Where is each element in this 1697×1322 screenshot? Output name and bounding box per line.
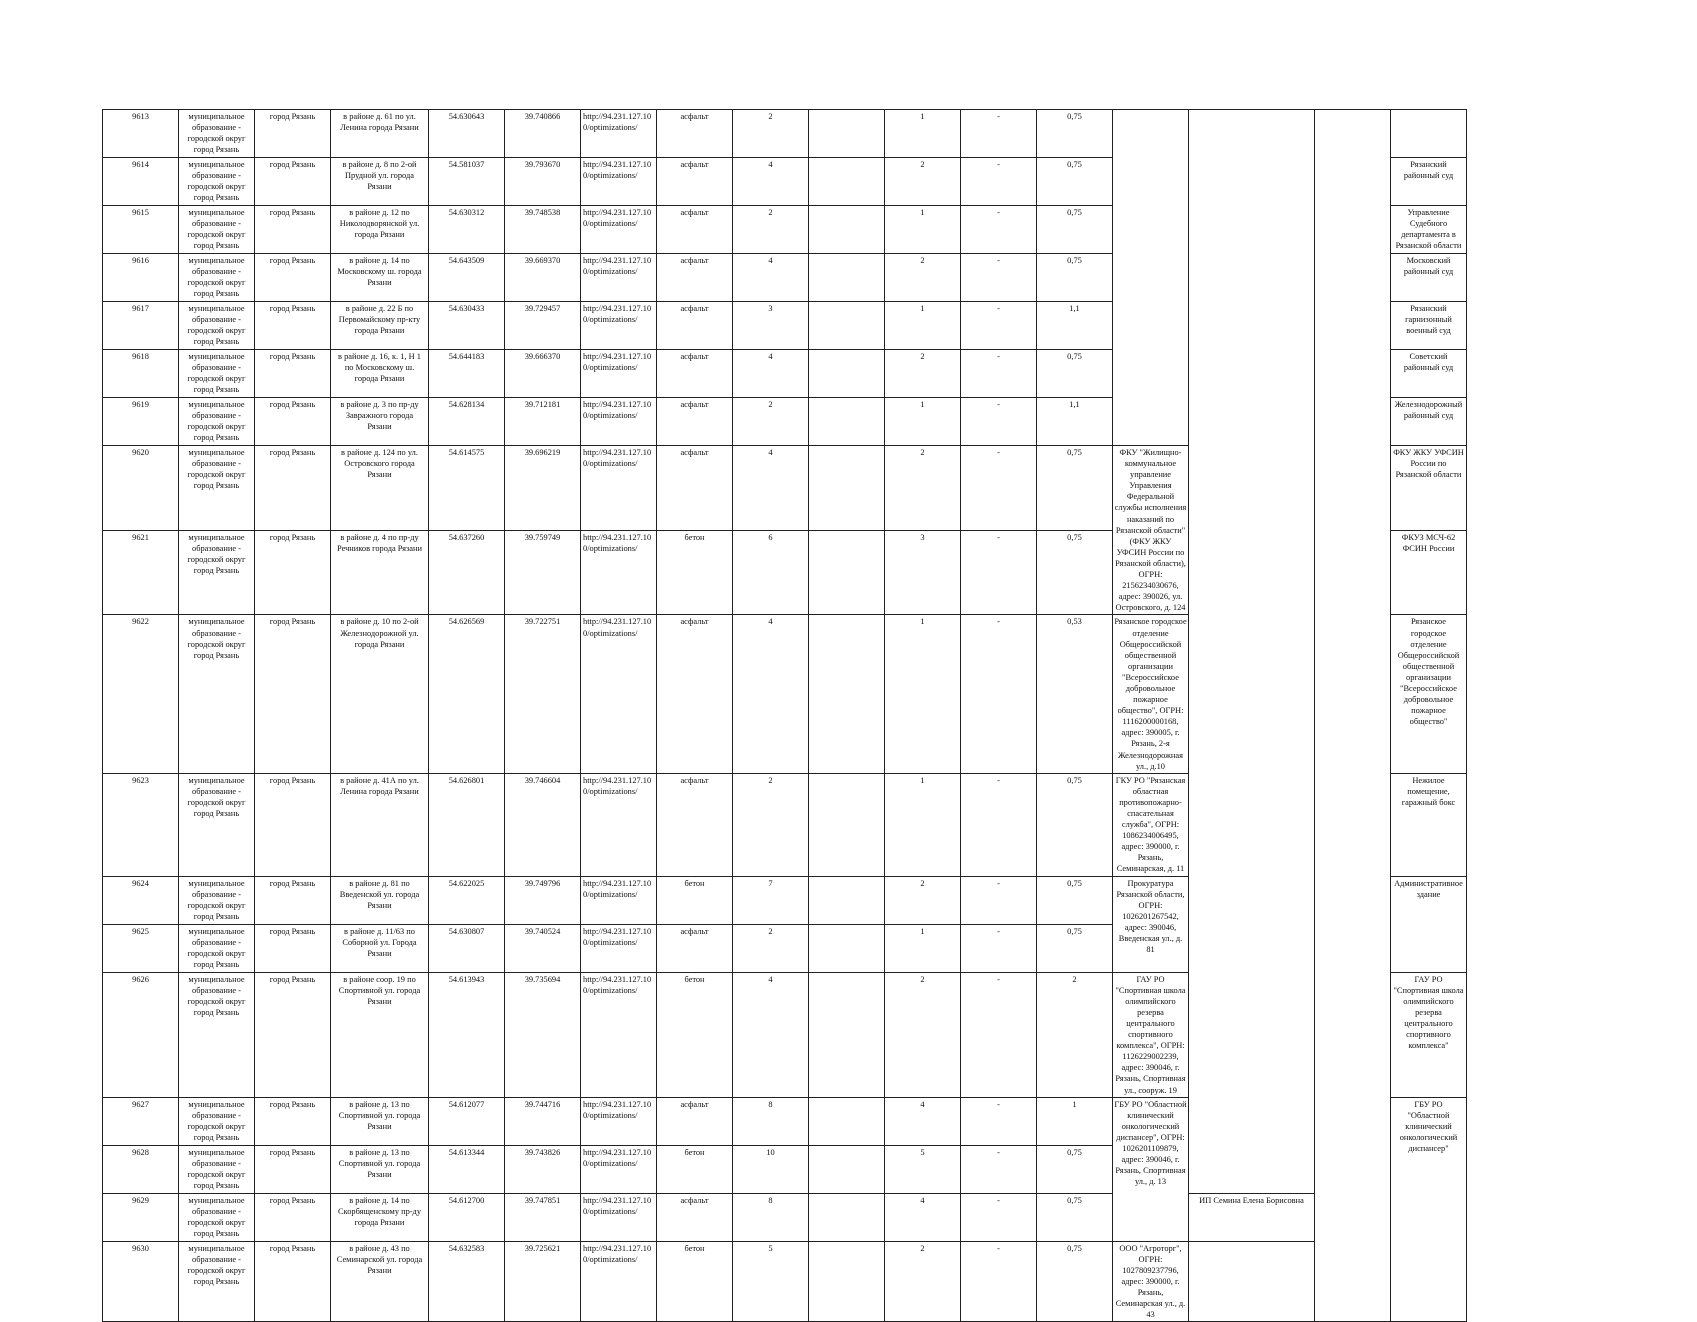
- capacity-cell: 0,75: [1037, 350, 1113, 398]
- capacity-cell: 0,53: [1037, 615, 1113, 773]
- container-count-cell: 2: [885, 876, 961, 924]
- municipality-cell: муниципальное образование - городской округ город Рязань: [179, 254, 255, 302]
- owner-cell: Рязанское городское отделение Общероссийской общественной организации "Всероссийское добровольное пожарное общество", ОГРН: 1116200000168, адрес: 390005, г. Рязань, 2-я Железнодорожная ул., д.10: [1113, 615, 1189, 773]
- surface-cell: асфальт: [657, 398, 733, 446]
- area-cell: 8: [733, 1193, 809, 1241]
- longitude-cell: 39.743826: [505, 1145, 581, 1193]
- address-cell: в районе д. 10 по 2-ой Железнодорожной ул. города Рязани: [331, 615, 429, 773]
- capacity-cell: 1,1: [1037, 302, 1113, 350]
- city-cell: город Рязань: [255, 924, 331, 972]
- city-cell: город Рязань: [255, 254, 331, 302]
- surface-cell: асфальт: [657, 254, 733, 302]
- owner-cell: ГКУ РО "Рязанская областная противопожарно-спасательная служба", ОГРН: 1086234006495, адрес: 390000, г. Рязань, Семинарская, д. 11: [1113, 773, 1189, 876]
- surface-cell: асфальт: [657, 1193, 733, 1241]
- empty-cell: [809, 876, 885, 924]
- area-cell: 10: [733, 1145, 809, 1193]
- longitude-cell: 39.748538: [505, 206, 581, 254]
- address-cell: в районе д. 12 по Николодворянской ул. города Рязани: [331, 206, 429, 254]
- city-cell: город Рязань: [255, 350, 331, 398]
- surface-cell: бетон: [657, 1145, 733, 1193]
- latitude-cell: 54.643509: [429, 254, 505, 302]
- municipality-cell: муниципальное образование - городской округ город Рязань: [179, 350, 255, 398]
- longitude-cell: 39.759749: [505, 530, 581, 615]
- individual-entrepreneur-cell: ИП Семина Елена Борисовна: [1189, 1193, 1315, 1241]
- volume-cell: -: [961, 972, 1037, 1097]
- registry-table: [102, 109, 1571, 1322]
- map-link[interactable]: http://94.231.127.100/optimizations/: [581, 773, 657, 876]
- empty-cell: [809, 1097, 885, 1145]
- surface-cell: асфальт: [657, 350, 733, 398]
- city-cell: город Рязань: [255, 773, 331, 876]
- latitude-cell: 54.630807: [429, 924, 505, 972]
- source-object-cell: Рязанский районный суд: [1391, 158, 1467, 206]
- empty-cell: [809, 773, 885, 876]
- row-number: 9617: [103, 302, 179, 350]
- source-object-cell: Рязанское городское отделение Общероссийской общественной организации "Всероссийское добровольное пожарное общество": [1391, 615, 1467, 773]
- capacity-cell: 1: [1037, 1097, 1113, 1145]
- longitude-cell: 39.747851: [505, 1193, 581, 1241]
- empty-cell: [809, 1145, 885, 1193]
- container-count-cell: 4: [885, 1097, 961, 1145]
- volume-cell: -: [961, 302, 1037, 350]
- container-count-cell: 4: [885, 1193, 961, 1241]
- source-object-cell: Советский районный суд: [1391, 350, 1467, 398]
- longitude-cell: 39.729457: [505, 302, 581, 350]
- empty-cell: [809, 302, 885, 350]
- latitude-cell: 54.632583: [429, 1241, 505, 1322]
- map-link[interactable]: http://94.231.127.100/optimizations/: [581, 924, 657, 972]
- volume-cell: -: [961, 1241, 1037, 1322]
- empty-cell: [809, 1241, 885, 1322]
- city-cell: город Рязань: [255, 972, 331, 1097]
- latitude-cell: 54.614575: [429, 446, 505, 531]
- longitude-cell: 39.712181: [505, 398, 581, 446]
- container-count-cell: 2: [885, 350, 961, 398]
- municipality-cell: муниципальное образование - городской округ город Рязань: [179, 615, 255, 773]
- container-count-cell: 2: [885, 1241, 961, 1322]
- owner-cell: ГБУ РО "Областной клинический онкологический диспансер", ОГРН: 1026201109879, адрес: 390046, г. Рязань, Спортивная ул., д. 13: [1113, 1097, 1189, 1241]
- surface-cell: асфальт: [657, 110, 733, 158]
- surface-cell: асфальт: [657, 302, 733, 350]
- area-cell: 6: [733, 530, 809, 615]
- address-cell: в районе д. 8 по 2-ой Прудной ул. города Рязани: [331, 158, 429, 206]
- latitude-cell: 54.612700: [429, 1193, 505, 1241]
- municipality-cell: муниципальное образование - городской округ город Рязань: [179, 972, 255, 1097]
- row-number: 9629: [103, 1193, 179, 1241]
- area-cell: 5: [733, 1241, 809, 1322]
- latitude-cell: 54.626569: [429, 615, 505, 773]
- empty-cell: [809, 1193, 885, 1241]
- row-number: 9621: [103, 530, 179, 615]
- container-count-cell: 2: [885, 446, 961, 531]
- volume-cell: -: [961, 446, 1037, 531]
- address-cell: в районе д. 14 по Скорбященскому пр-ду города Рязани: [331, 1193, 429, 1241]
- row-number: 9619: [103, 398, 179, 446]
- surface-cell: асфальт: [657, 1097, 733, 1145]
- municipality-cell: муниципальное образование - городской округ город Рязань: [179, 206, 255, 254]
- owner-cell: ООО "Агроторг", ОГРН: 1027809237796, адрес: 390000, г. Рязань, Семинарская ул., д. 43: [1113, 1241, 1189, 1322]
- capacity-cell: 0,75: [1037, 1145, 1113, 1193]
- address-cell: в районе д. 22 Б по Первомайскому пр-кту города Рязани: [331, 302, 429, 350]
- latitude-cell: 54.644183: [429, 350, 505, 398]
- row-number: 9624: [103, 876, 179, 924]
- city-cell: город Рязань: [255, 1097, 331, 1145]
- latitude-cell: 54.612077: [429, 1097, 505, 1145]
- address-cell: в районе д. 4 по пр-ду Речников города Рязани: [331, 530, 429, 615]
- map-link[interactable]: http://94.231.127.100/optimizations/: [581, 110, 657, 158]
- longitude-cell: 39.735694: [505, 972, 581, 1097]
- capacity-cell: 0,75: [1037, 158, 1113, 206]
- address-cell: в районе д. 16, к. 1, Н 1 по Московскому ш. города Рязани: [331, 350, 429, 398]
- municipality-cell: муниципальное образование - городской округ город Рязань: [179, 110, 255, 158]
- container-count-cell: 3: [885, 530, 961, 615]
- city-cell: город Рязань: [255, 206, 331, 254]
- container-count-cell: 2: [885, 254, 961, 302]
- area-cell: 4: [733, 446, 809, 531]
- capacity-cell: 0,75: [1037, 446, 1113, 531]
- map-link[interactable]: http://94.231.127.100/optimizations/: [581, 158, 657, 206]
- city-cell: город Рязань: [255, 398, 331, 446]
- surface-cell: асфальт: [657, 446, 733, 531]
- source-object-cell: Рязанский гарнизонный военный суд: [1391, 302, 1467, 350]
- area-cell: 8: [733, 1097, 809, 1145]
- source-object-cell: ГБУ РО "Областной клинический онкологический диспансер": [1391, 1097, 1467, 1322]
- empty-cell: [809, 350, 885, 398]
- container-count-cell: 1: [885, 773, 961, 876]
- empty-cell: [809, 924, 885, 972]
- row-number: 9622: [103, 615, 179, 773]
- latitude-cell: 54.613943: [429, 972, 505, 1097]
- latitude-cell: 54.630433: [429, 302, 505, 350]
- municipality-cell: муниципальное образование - городской округ город Рязань: [179, 530, 255, 615]
- empty-cell: [809, 446, 885, 531]
- municipality-cell: муниципальное образование - городской округ город Рязань: [179, 398, 255, 446]
- address-cell: в районе д. 43 по Семинарской ул. города Рязани: [331, 1241, 429, 1322]
- latitude-cell: 54.630643: [429, 110, 505, 158]
- longitude-cell: 39.740524: [505, 924, 581, 972]
- latitude-cell: 54.622025: [429, 876, 505, 924]
- volume-cell: -: [961, 158, 1037, 206]
- owner-cell: [1113, 110, 1189, 446]
- source-object-cell: Железнодорожный районный суд: [1391, 398, 1467, 446]
- empty-cell: [809, 254, 885, 302]
- city-cell: город Рязань: [255, 876, 331, 924]
- map-link[interactable]: http://94.231.127.100/optimizations/: [581, 972, 657, 1097]
- capacity-cell: 0,75: [1037, 254, 1113, 302]
- capacity-cell: 0,75: [1037, 206, 1113, 254]
- city-cell: город Рязань: [255, 1241, 331, 1322]
- capacity-cell: 0,75: [1037, 1193, 1113, 1241]
- city-cell: город Рязань: [255, 158, 331, 206]
- longitude-cell: 39.744716: [505, 1097, 581, 1145]
- empty-cell: [809, 206, 885, 254]
- map-link[interactable]: http://94.231.127.100/optimizations/: [581, 446, 657, 531]
- area-cell: 2: [733, 773, 809, 876]
- capacity-cell: 0,75: [1037, 110, 1113, 158]
- map-link[interactable]: http://94.231.127.100/optimizations/: [581, 350, 657, 398]
- row-number: 9627: [103, 1097, 179, 1145]
- municipality-cell: муниципальное образование - городской округ город Рязань: [179, 1145, 255, 1193]
- map-link[interactable]: http://94.231.127.100/optimizations/: [581, 530, 657, 615]
- surface-cell: асфальт: [657, 615, 733, 773]
- surface-cell: асфальт: [657, 773, 733, 876]
- source-object-cell: Административное здание: [1391, 876, 1467, 972]
- volume-cell: -: [961, 350, 1037, 398]
- latitude-cell: 54.613344: [429, 1145, 505, 1193]
- municipality-cell: муниципальное образование - городской округ город Рязань: [179, 446, 255, 531]
- container-count-cell: 1: [885, 924, 961, 972]
- city-cell: город Рязань: [255, 110, 331, 158]
- capacity-cell: 0,75: [1037, 1241, 1113, 1322]
- surface-cell: бетон: [657, 876, 733, 924]
- address-cell: в районе д. 11/63 по Соборной ул. Города Рязани: [331, 924, 429, 972]
- capacity-cell: 0,75: [1037, 924, 1113, 972]
- area-cell: 7: [733, 876, 809, 924]
- container-count-cell: 1: [885, 206, 961, 254]
- latitude-cell: 54.630312: [429, 206, 505, 254]
- longitude-cell: 39.669370: [505, 254, 581, 302]
- source-object-cell: Управление Судебного департамента в Рязанской области: [1391, 206, 1467, 254]
- area-cell: 4: [733, 158, 809, 206]
- row-number: 9628: [103, 1145, 179, 1193]
- municipality-cell: муниципальное образование - городской округ город Рязань: [179, 1241, 255, 1322]
- row-number: 9623: [103, 773, 179, 876]
- latitude-cell: 54.626801: [429, 773, 505, 876]
- area-cell: 2: [733, 398, 809, 446]
- volume-cell: -: [961, 924, 1037, 972]
- latitude-cell: 54.628134: [429, 398, 505, 446]
- volume-cell: -: [961, 206, 1037, 254]
- city-cell: город Рязань: [255, 1193, 331, 1241]
- container-count-cell: 1: [885, 302, 961, 350]
- volume-cell: -: [961, 1097, 1037, 1145]
- map-link[interactable]: http://94.231.127.100/optimizations/: [581, 1193, 657, 1241]
- address-cell: в районе д. 13 по Спортивной ул. города Рязани: [331, 1145, 429, 1193]
- owner-cell: ФКУ "Жилищно-коммунальное управление Управления Федеральной службы исполнения наказаний по Рязанской области" (ФКУ ЖКУ УФСИН России по Рязанской области), ОГРН: 2156234030676, адрес: 390026, ул. Островского, д. 124: [1113, 446, 1189, 615]
- volume-cell: -: [961, 110, 1037, 158]
- area-cell: 2: [733, 924, 809, 972]
- capacity-cell: 0,75: [1037, 773, 1113, 876]
- container-count-cell: 1: [885, 398, 961, 446]
- source-object-cell: ФКУЗ МСЧ-62 ФСИН России: [1391, 530, 1467, 615]
- municipality-cell: муниципальное образование - городской округ город Рязань: [179, 876, 255, 924]
- longitude-cell: 39.793670: [505, 158, 581, 206]
- empty-cell: [809, 972, 885, 1097]
- area-cell: 2: [733, 206, 809, 254]
- map-link[interactable]: http://94.231.127.100/optimizations/: [581, 1241, 657, 1322]
- row-number: 9614: [103, 158, 179, 206]
- area-cell: 4: [733, 972, 809, 1097]
- map-link[interactable]: http://94.231.127.100/optimizations/: [581, 1097, 657, 1145]
- address-cell: в районе соор. 19 по Спортивной ул. города Рязани: [331, 972, 429, 1097]
- area-cell: 4: [733, 615, 809, 773]
- row-number: 9616: [103, 254, 179, 302]
- capacity-cell: 0,75: [1037, 530, 1113, 615]
- empty-cell: [809, 530, 885, 615]
- area-cell: 4: [733, 254, 809, 302]
- municipality-cell: муниципальное образование - городской округ город Рязань: [179, 158, 255, 206]
- container-count-cell: 2: [885, 158, 961, 206]
- empty-column-cell: [1315, 110, 1391, 1322]
- municipality-cell: муниципальное образование - городской округ город Рязань: [179, 773, 255, 876]
- individual-entrepreneur-cell: [1189, 1241, 1315, 1322]
- container-count-cell: 1: [885, 615, 961, 773]
- surface-cell: асфальт: [657, 206, 733, 254]
- source-object-cell: ФКУ ЖКУ УФСИН России по Рязанской области: [1391, 446, 1467, 531]
- surface-cell: асфальт: [657, 924, 733, 972]
- city-cell: город Рязань: [255, 302, 331, 350]
- empty-cell: [809, 110, 885, 158]
- volume-cell: -: [961, 876, 1037, 924]
- latitude-cell: 54.581037: [429, 158, 505, 206]
- city-cell: город Рязань: [255, 1145, 331, 1193]
- map-link[interactable]: http://94.231.127.100/optimizations/: [581, 1145, 657, 1193]
- volume-cell: -: [961, 254, 1037, 302]
- container-count-cell: 2: [885, 972, 961, 1097]
- capacity-cell: 1,1: [1037, 398, 1113, 446]
- capacity-cell: 0,75: [1037, 876, 1113, 924]
- municipality-cell: муниципальное образование - городской округ город Рязань: [179, 924, 255, 972]
- area-cell: 2: [733, 110, 809, 158]
- city-cell: город Рязань: [255, 446, 331, 531]
- source-object-cell: Нежилое помещение, гаражный бокс: [1391, 773, 1467, 876]
- row-number: 9626: [103, 972, 179, 1097]
- surface-cell: асфальт: [657, 158, 733, 206]
- address-cell: в районе д. 13 по Спортивной ул. города Рязани: [331, 1097, 429, 1145]
- volume-cell: -: [961, 1193, 1037, 1241]
- empty-cell: [809, 398, 885, 446]
- row-number: 9613: [103, 110, 179, 158]
- registry-body: [103, 110, 1571, 1322]
- address-cell: в районе д. 61 по ул. Ленина города Рязани: [331, 110, 429, 158]
- individual-entrepreneur-cell: [1189, 110, 1315, 1194]
- address-cell: в районе д. 41А по ул. Ленина города Рязани: [331, 773, 429, 876]
- row-number: 9630: [103, 1241, 179, 1322]
- longitude-cell: 39.696219: [505, 446, 581, 531]
- source-object-cell: [1391, 110, 1467, 158]
- map-link[interactable]: http://94.231.127.100/optimizations/: [581, 876, 657, 924]
- volume-cell: -: [961, 530, 1037, 615]
- city-cell: город Рязань: [255, 615, 331, 773]
- capacity-cell: 2: [1037, 972, 1113, 1097]
- volume-cell: -: [961, 773, 1037, 876]
- container-count-cell: 5: [885, 1145, 961, 1193]
- address-cell: в районе д. 81 по Введенской ул. города Рязани: [331, 876, 429, 924]
- area-cell: 4: [733, 350, 809, 398]
- longitude-cell: 39.746604: [505, 773, 581, 876]
- address-cell: в районе д. 14 по Московскому ш. города Рязани: [331, 254, 429, 302]
- owner-cell: Прокуратура Рязанской области, ОГРН: 1026201267542, адрес: 390046, Введенская ул., д. 81: [1113, 876, 1189, 972]
- map-link[interactable]: http://94.231.127.100/optimizations/: [581, 615, 657, 773]
- empty-cell: [809, 615, 885, 773]
- surface-cell: бетон: [657, 530, 733, 615]
- longitude-cell: 39.725621: [505, 1241, 581, 1322]
- empty-cell: [809, 158, 885, 206]
- municipality-cell: муниципальное образование - городской округ город Рязань: [179, 1193, 255, 1241]
- map-link[interactable]: http://94.231.127.100/optimizations/: [581, 302, 657, 350]
- address-cell: в районе д. 3 по пр-ду Завражного города Рязани: [331, 398, 429, 446]
- surface-cell: бетон: [657, 972, 733, 1097]
- owner-cell: ГАУ РО "Спортивная школа олимпийского резерва центрального спортивного комплекса", ОГРН: 1126229002239, адрес: 390046, г. Рязань, Спортивная ул., сооруж. 19: [1113, 972, 1189, 1097]
- table-row: [103, 110, 1571, 158]
- map-link[interactable]: http://94.231.127.100/optimizations/: [581, 254, 657, 302]
- row-number: 9625: [103, 924, 179, 972]
- longitude-cell: 39.749796: [505, 876, 581, 924]
- area-cell: 3: [733, 302, 809, 350]
- row-number: 9618: [103, 350, 179, 398]
- latitude-cell: 54.637260: [429, 530, 505, 615]
- row-number: 9615: [103, 206, 179, 254]
- map-link[interactable]: http://94.231.127.100/optimizations/: [581, 206, 657, 254]
- container-count-cell: 1: [885, 110, 961, 158]
- volume-cell: -: [961, 1145, 1037, 1193]
- municipality-cell: муниципальное образование - городской округ город Рязань: [179, 302, 255, 350]
- volume-cell: -: [961, 398, 1037, 446]
- source-object-cell: ГАУ РО "Спортивная школа олимпийского резерва центрального спортивного комплекса": [1391, 972, 1467, 1097]
- surface-cell: бетон: [657, 1241, 733, 1322]
- longitude-cell: 39.722751: [505, 615, 581, 773]
- longitude-cell: 39.740866: [505, 110, 581, 158]
- longitude-cell: 39.666370: [505, 350, 581, 398]
- city-cell: город Рязань: [255, 530, 331, 615]
- volume-cell: -: [961, 615, 1037, 773]
- row-number: 9620: [103, 446, 179, 531]
- municipality-cell: муниципальное образование - городской округ город Рязань: [179, 1097, 255, 1145]
- map-link[interactable]: http://94.231.127.100/optimizations/: [581, 398, 657, 446]
- address-cell: в районе д. 124 по ул. Островского города Рязани: [331, 446, 429, 531]
- source-object-cell: Московский районный суд: [1391, 254, 1467, 302]
